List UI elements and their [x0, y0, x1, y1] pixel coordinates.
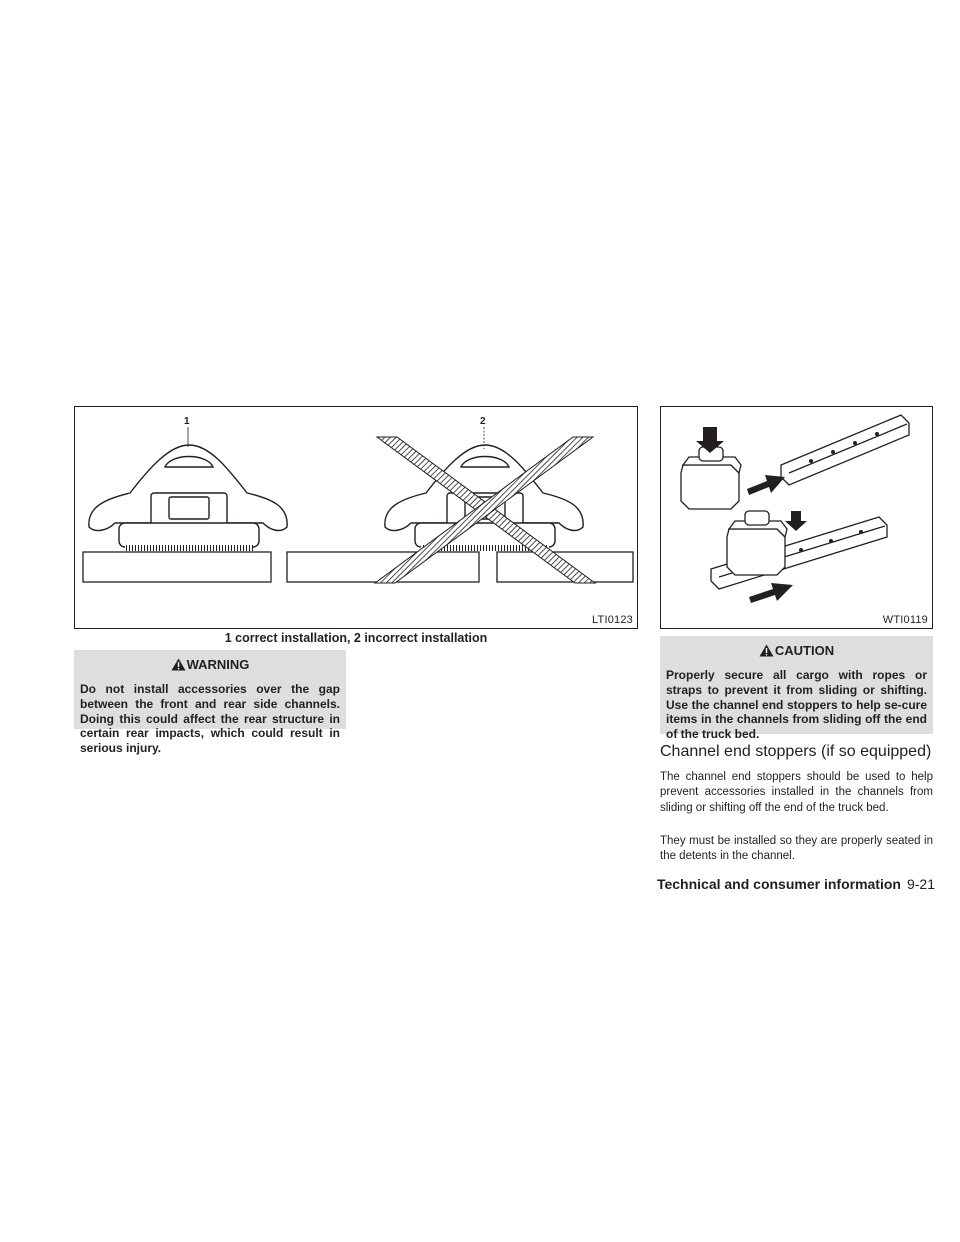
end-stopper-figure — [660, 406, 933, 629]
caution-header — [666, 642, 927, 660]
caution-text: Properly secure all cargo with ropes or straps to prevent it from sliding or shifting. Use the channel end stoppers to help se-cure items in the channels from sliding off the end of the truck bed. — [666, 668, 927, 742]
body-paragraph: They must be installed so they are properly seated in the detents in the channel. — [660, 835, 933, 863]
body-paragraph: The channel end stoppers should be used to help prevent accessories installed in the channels from sliding or shifting off the end of the truck bed. — [660, 771, 933, 814]
tie-down-illustration — [75, 407, 637, 628]
warning-box — [74, 650, 346, 756]
caution-triangle-icon — [759, 644, 774, 657]
warning-text: Do not install accessories over the gap between the front and rear side channels. Doing this could affect the rear structure in certain rear impacts, which could result in serious injury. — [80, 682, 340, 756]
tie-down-correct — [89, 445, 287, 551]
page-footer — [635, 876, 935, 892]
callout-2: 2 — [480, 416, 486, 427]
warning-title: WARNING — [186, 657, 250, 672]
callout-1: 1 — [184, 416, 190, 427]
installation-figure — [74, 406, 638, 629]
end-stopper-parts — [681, 447, 787, 575]
caution-title: CAUTION — [774, 643, 835, 658]
figure-code: WTI0119 — [882, 614, 928, 626]
warning-triangle-icon — [171, 658, 186, 671]
caution-box — [660, 636, 933, 742]
section-heading: Channel end stoppers (if so equipped) — [660, 743, 932, 760]
figure-caption: 1 correct installation, 2 incorrect installation — [224, 631, 488, 645]
end-stopper-illustration — [661, 407, 932, 628]
figure-code: LTI0123 — [592, 614, 633, 626]
page-number: 9-21 — [906, 876, 935, 892]
warning-header — [80, 656, 340, 674]
chapter-title: Technical and consumer information — [656, 876, 901, 892]
